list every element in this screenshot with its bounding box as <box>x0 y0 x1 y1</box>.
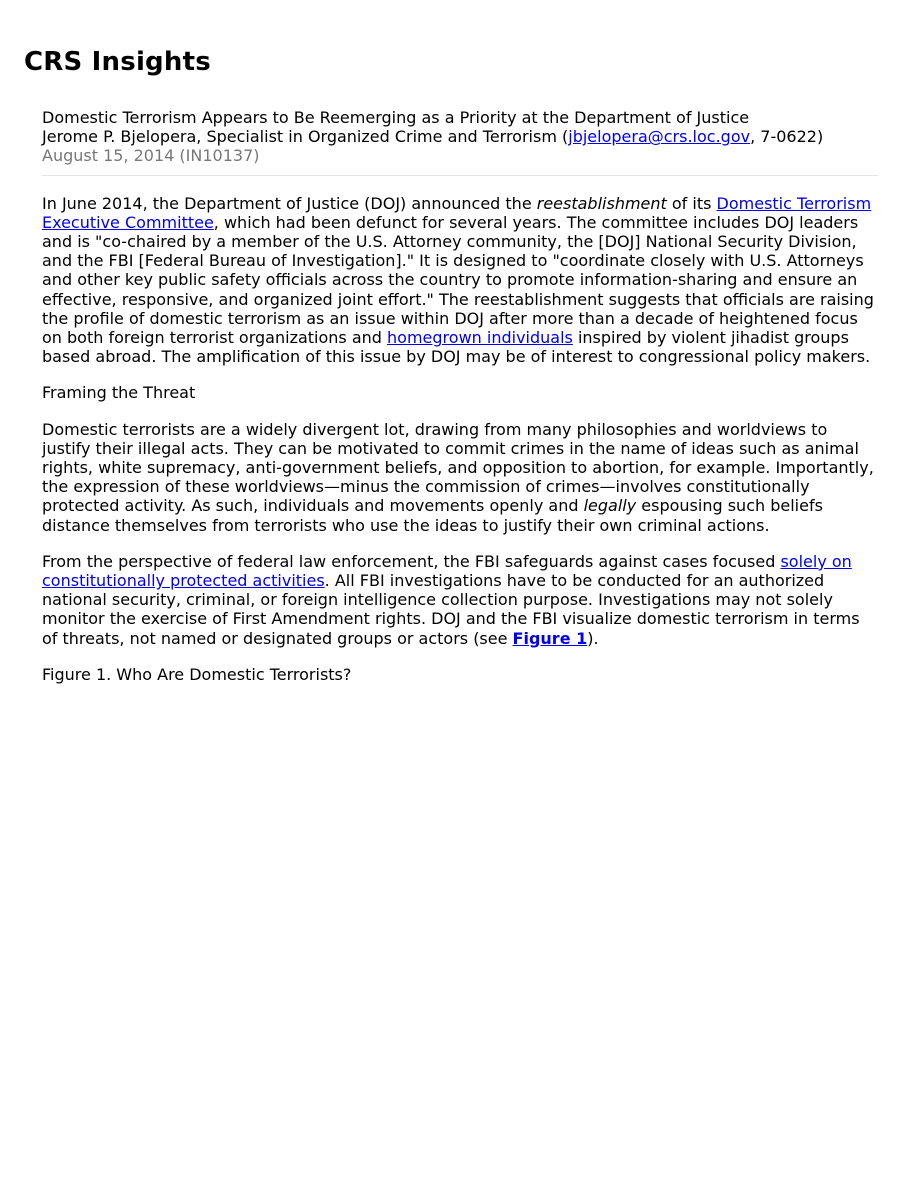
figure-caption: Figure 1. Who Are Domestic Terrorists? <box>42 664 352 684</box>
paragraph-fbi-perspective <box>42 552 878 648</box>
article-body <box>42 194 878 684</box>
text-run: , which had been defunct for several years. The committee includes DOJ leaders and is "co-chaired by a member of the U.S. Attorney community, the [DOJ] National Security Division, and the FBI [Federal Bureau of Investigation]." It is designed to "coordinate closely with U.S. Attorneys and other key public safety officials across the country to promote information-sharing and ensure an effective, responsive, and organized joint effort." The reestablishment suggests that officials are raising the profile of domestic terrorism as an issue within DOJ after more than a decade of heightened focus on both foreign terrorist organizations and <box>42 212 874 348</box>
author-line <box>42 127 878 146</box>
text-run: ). <box>587 628 599 648</box>
homegrown-individuals-link[interactable]: homegrown individuals <box>387 328 573 348</box>
text-run: From the perspective of federal law enforcement, the FBI safeguards against cases focused <box>42 551 781 571</box>
header-divider <box>42 175 878 176</box>
author-email-link[interactable]: jbjelopera@crs.loc.gov <box>568 127 751 147</box>
text-run: . All FBI investigations have to be conducted for an authorized national security, criminal, or foreign intelligence collection purpose. Investigations may not solely monitor the exercise of First Amendment rights. DOJ and the FBI visualize domestic terrorism in terms of threats, not named or designated groups or actors (see <box>42 571 860 648</box>
article-header <box>42 108 878 166</box>
text-run: espousing such beliefs distance themselves from terrorists who use the ideas to justify their own criminal actions. <box>42 496 823 535</box>
author-phone: , 7-0622) <box>750 127 824 147</box>
text-run: Domestic terrorists are a widely divergent lot, drawing from many philosophies and worldviews to justify their illegal acts. They can be motivated to commit crimes in the name of ideas such as animal rights, white supremacy, anti-government beliefs, and opposition to abortion, for example. Importantly, the expression of these worldviews—minus the commission of crimes—involves constitutionally protected activity. As such, individuals and movements openly and <box>42 419 874 516</box>
section-heading-framing-threat: Framing the Threat <box>42 383 196 403</box>
date-line: August 15, 2014 (IN10137) <box>42 146 260 166</box>
emphasis-text: reestablishment <box>536 193 667 213</box>
domestic-terrorism-committee-link[interactable]: Domestic Terrorism Executive Committee <box>42 193 872 232</box>
text-run: inspired by violent jihadist groups based abroad. The amplification of this issue by DOJ may be of interest to congressional policy makers. <box>42 328 871 367</box>
figure-1-link[interactable]: Figure 1 <box>512 628 588 648</box>
emphasis-text: legally <box>583 496 637 516</box>
paragraph-intro <box>42 194 878 367</box>
text-run: In June 2014, the Department of Justice (DOJ) announced the <box>42 193 537 213</box>
site-title: CRS Insights <box>24 47 211 77</box>
author-text: Jerome P. Bjelopera, Specialist in Organized Crime and Terrorism ( <box>42 127 569 147</box>
article-title: Domestic Terrorism Appears to Be Reemerging as a Priority at the Department of Justice <box>42 108 750 127</box>
constitutionally-protected-link[interactable]: solely on constitutionally protected activities <box>42 551 852 591</box>
paragraph-framing <box>42 420 878 535</box>
text-run: of its <box>666 193 717 213</box>
article <box>42 108 878 701</box>
